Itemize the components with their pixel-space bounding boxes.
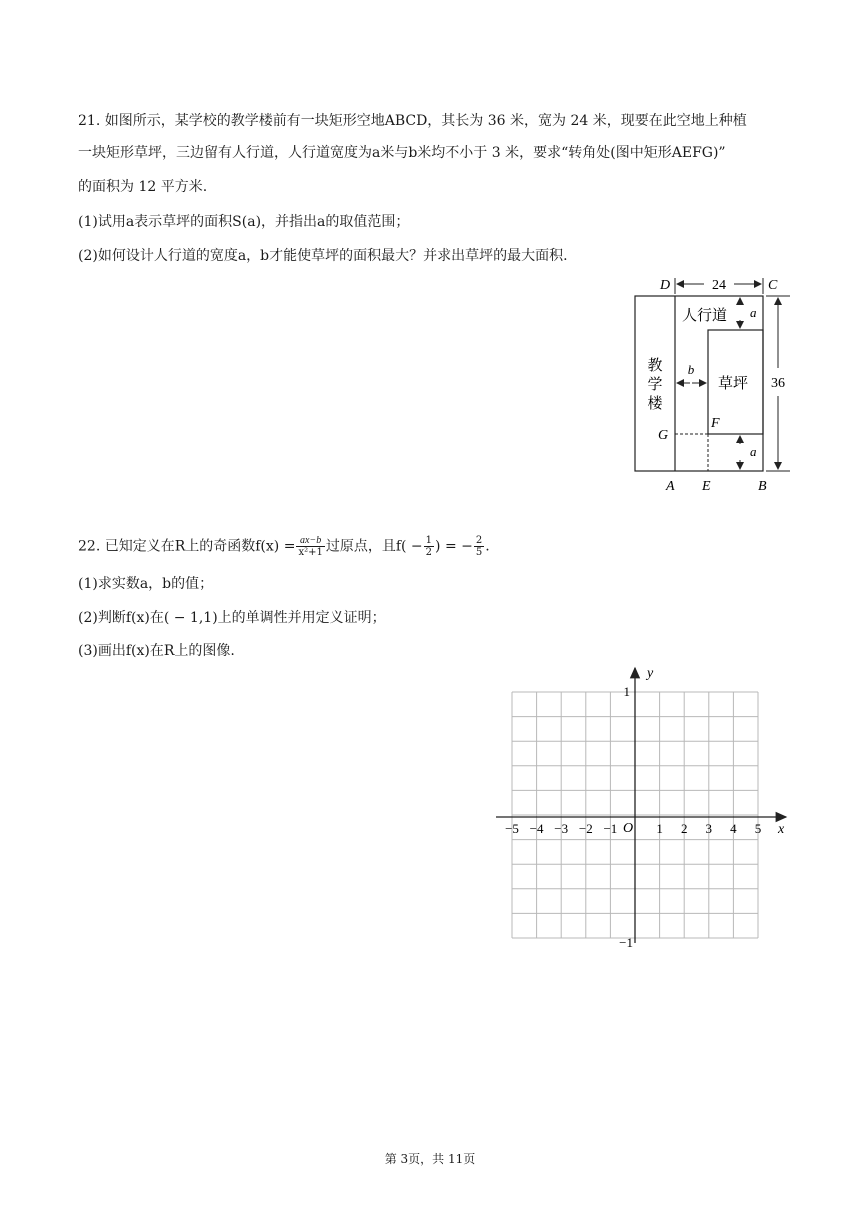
label-G: G (658, 428, 669, 443)
building-label-1: 教 (647, 358, 663, 374)
q22-rhs-num: 2 (475, 535, 483, 546)
b-label: b (687, 362, 695, 377)
q22-frac-den: x²+1 (298, 547, 323, 558)
a-top-label: a (750, 305, 757, 320)
coordinate-grid (490, 660, 800, 955)
x-tick-label: 2 (680, 821, 688, 836)
lawn-label: 草坪 (718, 376, 749, 392)
building-label-3: 楼 (647, 396, 663, 412)
x-tick-label: −3 (554, 821, 569, 836)
x-tick-labels (505, 821, 761, 836)
page-footer: 第 3页，共 11页 (384, 1152, 476, 1166)
x-tick-label: −1 (603, 821, 618, 836)
q22-half-num: 1 (425, 535, 433, 546)
q21-line-2: 一块矩形草坪，三边留有人行道，人行道宽度为a米与b米均不小于 3 米，要求“转角处(图中矩形AEFG)” (78, 145, 726, 161)
height-label: 36 (771, 376, 785, 391)
label-A: A (666, 479, 675, 494)
label-B: B (758, 479, 767, 494)
q21-line-1: 21. 如图所示，某学校的教学楼前有一块矩形空地ABCD，其长为 36 米，宽为 24 米，现要在此空地上种植 (78, 113, 747, 129)
q22-eq: ) = − (435, 538, 473, 555)
walkway-label: 人行道 (682, 308, 728, 324)
q21-part-2: (2)如何设计人行道的宽度a，b才能使草坪的面积最大？并求出草坪的最大面积. (78, 248, 568, 264)
x-tick-label: 1 (656, 821, 663, 836)
y-tick-top: 1 (623, 684, 630, 699)
q22-end: . (485, 538, 490, 555)
building-label-2: 学 (647, 377, 663, 393)
q22-part-1: (1)求实数a，b的值； (78, 576, 214, 592)
x-tick-label: 4 (730, 821, 737, 836)
label-F: F (711, 416, 720, 431)
a-bottom-label: a (750, 444, 757, 459)
x-tick-label: 3 (705, 821, 713, 836)
q21-figure (620, 272, 800, 500)
x-axis-label: x (778, 822, 785, 837)
label-E: E (702, 479, 711, 494)
q22-statement (78, 535, 490, 558)
origin-label: O (623, 821, 634, 836)
label-C: C (768, 278, 778, 293)
label-D: D (660, 278, 671, 293)
q22-middle: 过原点，且f( − (325, 538, 423, 555)
q22-rhs-den: 5 (475, 547, 483, 558)
x-tick-label: −5 (505, 821, 519, 836)
q22-rhs (474, 535, 484, 558)
q22-part-2: (2)判断f(x)在( − 1,1)上的单调性并用定义证明； (78, 610, 386, 626)
q22-part-3: (3)画出f(x)在R上的图像. (78, 643, 235, 659)
q21-part-1: (1)试用a表示草坪的面积S(a)，并指出a的取值范围； (78, 214, 410, 230)
y-axis-label: y (647, 666, 654, 681)
x-tick-label: −2 (578, 821, 593, 836)
q22-half-den: 2 (425, 547, 433, 558)
y-tick-bottom: −1 (619, 935, 633, 950)
x-tick-label: −4 (529, 821, 544, 836)
q22-prefix: 22. 已知定义在R上的奇函数f(x) = (78, 538, 296, 555)
q22-frac-num: ax−b (296, 535, 324, 547)
q22-half (424, 535, 434, 558)
x-tick-label: 5 (754, 821, 762, 836)
q22-fraction (296, 535, 324, 558)
q21-line-3: 的面积为 12 平方米. (78, 179, 208, 195)
width-label: 24 (712, 278, 726, 293)
